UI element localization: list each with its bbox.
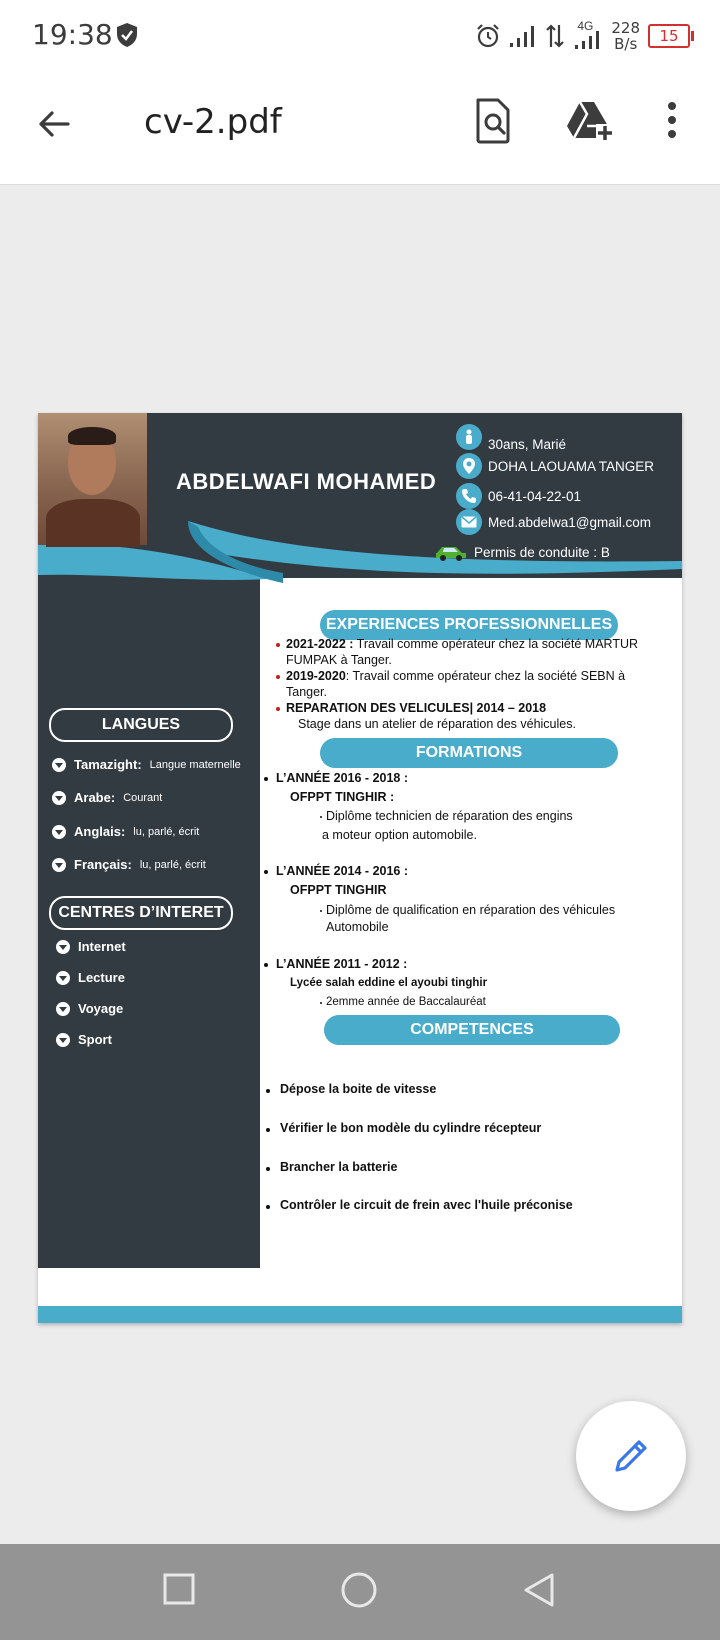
more-vert-icon[interactable]: [664, 100, 680, 140]
chevron-down-icon: [52, 825, 66, 839]
app-bar: [0, 72, 720, 185]
contact-license: Permis de conduite : B: [434, 543, 610, 561]
alarm-icon: [475, 23, 501, 49]
education-year: L’ANNÉE 2011 - 2012 :: [276, 957, 408, 971]
pdf-page[interactable]: [38, 413, 682, 1323]
find-in-page-icon[interactable]: [474, 98, 514, 144]
skill-item: Contrôler le circuit de frein avec l'huile préconise: [280, 1198, 573, 1212]
bullet: [320, 816, 322, 818]
mail-icon: [456, 509, 482, 535]
cv-footer-bar: [38, 1306, 682, 1323]
phone-icon: [456, 483, 482, 509]
contact-age-row: 30ans, Marié: [456, 421, 566, 452]
document-title: cv-2.pdf: [144, 102, 282, 142]
education-year: L’ANNÉE 2014 - 2016 :: [276, 864, 409, 878]
bullet: [276, 707, 280, 711]
data-arrows-icon: [545, 23, 565, 49]
edit-fab-button[interactable]: [576, 1401, 686, 1511]
experience-title: EXPERIENCES PROFESSIONNELLES: [320, 610, 618, 640]
contact-address: DOHA LAOUAMA TANGER: [456, 453, 654, 479]
signal-icon: [509, 24, 537, 48]
back-arrow-icon[interactable]: [34, 104, 74, 144]
chevron-down-icon: [56, 940, 70, 954]
contact-phone: 06-41-04-22-01: [456, 483, 581, 509]
education-school: OFPPT TINGHIR: [290, 883, 387, 897]
bullet: [264, 870, 268, 874]
chevron-down-icon: [56, 1002, 70, 1016]
bullet: [276, 643, 280, 647]
chevron-down-icon: [56, 971, 70, 985]
bullet: [264, 777, 268, 781]
education-detail: Diplôme technicien de réparation des engins: [326, 809, 573, 823]
battery-icon: 15: [648, 24, 690, 48]
education-detail: 2emme année de Baccalauréat: [326, 996, 486, 1008]
location-pin-icon: [456, 453, 482, 479]
skills-title: COMPETENCES: [324, 1015, 620, 1045]
interest-item: Sport: [56, 1032, 112, 1047]
education-title: FORMATIONS: [320, 738, 618, 768]
cv-name: ABDELWAFI MOHAMED: [176, 469, 437, 494]
bullet: [320, 1002, 322, 1004]
bullet: [266, 1128, 270, 1132]
back-triangle-icon[interactable]: [522, 1572, 556, 1608]
language-item: Anglais: lu, parlé, écrit: [52, 824, 199, 839]
system-nav-bar: [0, 1544, 720, 1640]
status-bar: [0, 0, 720, 72]
experience-item: REPARATION DES VELICULES| 2014 – 2018 Stage dans un atelier de réparation des véhicules.: [286, 701, 576, 731]
add-to-drive-icon[interactable]: [566, 100, 614, 142]
education-year: L’ANNÉE 2016 - 2018 :: [276, 771, 409, 785]
experience-item: 2021-2022 : Travail comme opérateur chez la société MARTUR FUMPAK à Tanger.: [286, 637, 639, 667]
language-item: Arabe: Courant: [52, 790, 162, 805]
language-item: Français: lu, parlé, écrit: [52, 857, 206, 872]
recents-square-icon[interactable]: [162, 1572, 196, 1606]
status-icons: [475, 16, 690, 56]
bullet: [264, 963, 268, 967]
signal-4g-icon: 4G: [573, 21, 603, 51]
interests-title: CENTRES D’INTERET: [49, 896, 233, 930]
skill-item: Brancher la batterie: [280, 1160, 398, 1174]
network-speed: 228 B/s: [611, 19, 640, 53]
car-icon: [434, 543, 468, 561]
languages-title: LANGUES: [49, 708, 233, 742]
skill-item: Vérifier le bon modèle du cylindre récepteur: [280, 1121, 542, 1135]
skill-item: Dépose la boite de vitesse: [280, 1082, 437, 1096]
home-circle-icon[interactable]: [340, 1572, 378, 1610]
education-detail: Automobile: [326, 920, 389, 934]
shield-check-icon: [116, 22, 138, 48]
interest-item: Voyage: [56, 1001, 123, 1016]
education-school: OFPPT TINGHIR :: [290, 790, 395, 804]
chevron-down-icon: [52, 858, 66, 872]
education-detail: Diplôme de qualification en réparation des véhicules: [326, 903, 616, 917]
edit-pencil-icon: [611, 1436, 651, 1476]
contact-email: Med.abdelwa1@gmail.com: [456, 509, 651, 535]
bullet: [266, 1167, 270, 1171]
profile-photo: [38, 413, 147, 545]
interest-item: Internet: [56, 939, 126, 954]
education-school: Lycée salah eddine el ayoubi tinghir: [290, 977, 488, 989]
status-time: 19:38: [32, 18, 113, 51]
education-detail: a moteur option automobile.: [322, 828, 477, 842]
language-item: Tamazight: Langue maternelle: [52, 757, 241, 772]
chevron-down-icon: [52, 758, 66, 772]
experience-item: 2019-2020: Travail comme opérateur chez la société SEBN à Tanger.: [286, 669, 626, 699]
chevron-down-icon: [52, 791, 66, 805]
bullet: [266, 1089, 270, 1093]
bullet: [320, 910, 322, 912]
bullet: [266, 1205, 270, 1209]
interest-item: Lecture: [56, 970, 125, 985]
chevron-down-icon: [56, 1033, 70, 1047]
bullet: [276, 675, 280, 679]
person-icon: [456, 424, 482, 450]
